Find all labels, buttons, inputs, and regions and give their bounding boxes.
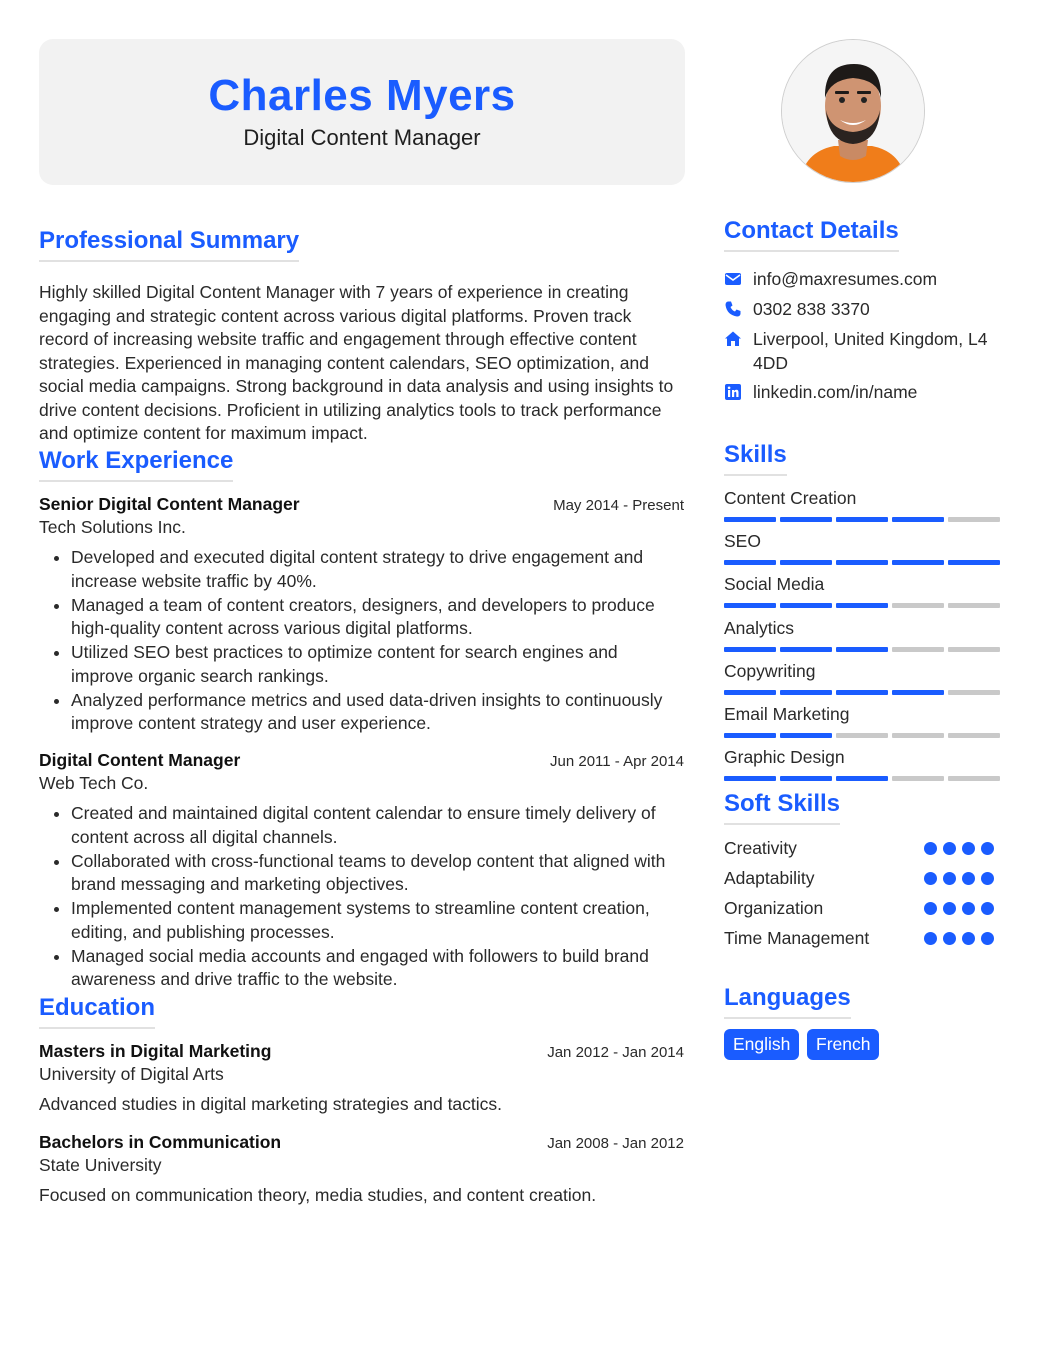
list-item: • Managed a team of content creators, designers, and developers to produce high-quality content across various digital platforms.	[71, 594, 684, 641]
soft-skill-name: Creativity	[724, 838, 797, 858]
rating-dot	[981, 842, 994, 855]
skill-level-segment	[948, 647, 1000, 652]
soft-skill-name: Time Management	[724, 928, 870, 948]
rating-dot	[962, 932, 975, 945]
home-icon	[724, 330, 742, 348]
skill-level-segment	[892, 603, 944, 608]
contact-email	[724, 268, 1014, 292]
education-description: Focused on communication theory, media studies, and content creation.	[39, 1185, 597, 1205]
list-item: • Utilized SEO best practices to optimize content for search engines and improve organic search rankings.	[71, 641, 684, 688]
address-value: Liverpool, United Kingdom, L4 4DD	[753, 329, 988, 373]
skill-level-segment	[892, 733, 944, 738]
list-item: • Developed and executed digital content strategy to drive engagement and increase website traffic by 40%.	[71, 546, 684, 593]
skill-level-segment	[948, 517, 1000, 522]
skill-item	[724, 703, 1000, 738]
list-item: • Analyzed performance metrics and used data-driven insights to continuously improve content strategy and user experience.	[71, 689, 684, 736]
rating-dot	[924, 842, 937, 855]
skill-level-segment	[780, 690, 832, 695]
linkedin-icon	[724, 383, 742, 401]
skill-level-segment	[948, 603, 1000, 608]
skill-level-bar	[724, 603, 1000, 608]
rating-dot	[924, 932, 937, 945]
school: University of Digital Arts	[39, 1064, 224, 1084]
linkedin-value[interactable]: linkedin.com/in/name	[753, 382, 918, 402]
rating-dot	[962, 902, 975, 915]
envelope-icon	[724, 270, 742, 288]
skill-level-bar	[724, 776, 1000, 781]
languages-heading: Languages	[724, 983, 851, 1019]
rating-dot	[981, 932, 994, 945]
skill-item	[724, 660, 1000, 695]
job-company: Web Tech Co.	[39, 773, 149, 793]
skill-level-segment	[836, 690, 888, 695]
skill-level-segment	[836, 560, 888, 565]
avatar-illustration	[782, 40, 924, 182]
job-entry	[39, 494, 684, 736]
email-value[interactable]: info@maxresumes.com	[753, 269, 938, 289]
skill-name: Analytics	[724, 618, 795, 638]
candidate-title: Digital Content Manager	[243, 125, 481, 150]
rating-dot	[943, 872, 956, 885]
skill-level-bar	[724, 647, 1000, 652]
job-role: Digital Content Manager	[39, 750, 241, 770]
skills-heading: Skills	[724, 440, 787, 476]
skill-item	[724, 746, 1000, 781]
phone-value[interactable]: 0302 838 3370	[753, 299, 870, 319]
soft-skill-item	[724, 868, 994, 889]
soft-skill-item	[724, 838, 994, 859]
rating-dot	[962, 872, 975, 885]
skill-item	[724, 573, 1000, 608]
rating-dot	[924, 902, 937, 915]
language-badge: English	[724, 1029, 799, 1060]
soft-skill-rating	[924, 932, 994, 949]
soft-skill-name: Organization	[724, 898, 824, 918]
rating-dot	[962, 842, 975, 855]
skill-level-segment	[724, 647, 776, 652]
job-bullets	[39, 802, 684, 992]
candidate-name: Charles Myers	[208, 71, 516, 120]
education-description: Advanced studies in digital marketing strategies and tactics.	[39, 1094, 503, 1114]
job-entry	[39, 750, 684, 992]
skill-level-segment	[836, 517, 888, 522]
skill-level-segment	[892, 647, 944, 652]
rating-dot	[943, 902, 956, 915]
education-entry	[39, 1041, 684, 1115]
list-item: • Managed social media accounts and engaged with followers to build brand awareness and drive traffic to the website.	[71, 945, 684, 992]
education-heading: Education	[39, 993, 155, 1029]
skill-level-segment	[836, 776, 888, 781]
contact-linkedin	[724, 381, 1014, 405]
soft-skill-name: Adaptability	[724, 868, 815, 888]
soft-skill-item	[724, 928, 994, 949]
work-heading: Work Experience	[39, 446, 233, 482]
skill-level-segment	[724, 733, 776, 738]
skill-level-segment	[948, 690, 1000, 695]
soft-skill-rating	[924, 902, 994, 919]
rating-dot	[981, 872, 994, 885]
contact-heading: Contact Details	[724, 216, 899, 252]
list-item: • Implemented content management systems to streamline content creation, editing, and publishing processes.	[71, 897, 684, 944]
education-dates: Jan 2008 - Jan 2012	[547, 1135, 684, 1152]
skill-item	[724, 487, 1000, 522]
skill-level-bar	[724, 517, 1000, 522]
list-item: • Created and maintained digital content calendar to ensure timely delivery of content across all digital channels.	[71, 802, 684, 849]
header-card	[39, 39, 685, 185]
language-badge: French	[807, 1029, 879, 1060]
skill-item	[724, 530, 1000, 565]
rating-dot	[981, 902, 994, 915]
skill-level-segment	[836, 647, 888, 652]
skill-level-segment	[724, 603, 776, 608]
skill-level-segment	[780, 647, 832, 652]
soft-skills-heading: Soft Skills	[724, 789, 840, 825]
school: State University	[39, 1155, 162, 1175]
skill-name: Content Creation	[724, 488, 857, 508]
skill-name: Social Media	[724, 574, 825, 594]
rating-dot	[943, 932, 956, 945]
rating-dot	[924, 872, 937, 885]
skill-level-segment	[836, 733, 888, 738]
skill-level-segment	[780, 603, 832, 608]
skill-level-segment	[780, 560, 832, 565]
soft-skill-item	[724, 898, 994, 919]
degree: Bachelors in Communication	[39, 1132, 282, 1152]
list-item: • Collaborated with cross-functional teams to develop content that aligned with brand messaging and marketing objectives.	[71, 850, 684, 897]
skill-level-segment	[724, 776, 776, 781]
skill-level-segment	[892, 517, 944, 522]
rating-dot	[943, 842, 956, 855]
skill-level-segment	[836, 603, 888, 608]
job-dates: Jun 2011 - Apr 2014	[550, 753, 684, 770]
contact-phone	[724, 298, 1014, 322]
skill-level-segment	[724, 690, 776, 695]
skill-level-segment	[948, 733, 1000, 738]
skill-level-segment	[724, 560, 776, 565]
skill-level-segment	[892, 690, 944, 695]
skill-level-segment	[780, 517, 832, 522]
skill-level-segment	[780, 733, 832, 738]
job-role: Senior Digital Content Manager	[39, 494, 300, 514]
phone-icon	[724, 300, 742, 318]
skill-level-segment	[892, 560, 944, 565]
skill-name: Graphic Design	[724, 747, 845, 767]
contact-address	[724, 328, 1014, 375]
skill-level-segment	[780, 776, 832, 781]
skill-level-bar	[724, 560, 1000, 565]
skill-level-segment	[948, 776, 1000, 781]
skill-name: Copywriting	[724, 661, 816, 681]
job-company: Tech Solutions Inc.	[39, 517, 186, 537]
skill-level-segment	[948, 560, 1000, 565]
degree: Masters in Digital Marketing	[39, 1041, 272, 1061]
skill-level-segment	[892, 776, 944, 781]
skill-level-bar	[724, 733, 1000, 738]
skill-name: Email Marketing	[724, 704, 850, 724]
job-bullets	[39, 546, 684, 736]
education-entry	[39, 1132, 684, 1206]
education-dates: Jan 2012 - Jan 2014	[547, 1044, 684, 1061]
skill-level-segment	[724, 517, 776, 522]
summary-text: Highly skilled Digital Content Manager with 7 years of experience in creating engaging and strategic content across various digital platforms. Proven track record of increasing website traffic and engagement through effective content strategies. Experienced in managing content calendars, SEO optimization, and social media campaigns. Strong background in data analysis and using insights to drive content decisions. Proficient in utilizing analytics tools to track performance and optimize content for maximum impact.	[39, 282, 674, 443]
skill-name: SEO	[724, 531, 761, 551]
soft-skill-rating	[924, 842, 994, 859]
job-dates: May 2014 - Present	[553, 497, 684, 514]
skill-item	[724, 617, 1000, 652]
soft-skill-rating	[924, 872, 994, 889]
skill-level-bar	[724, 690, 1000, 695]
summary-heading: Professional Summary	[39, 226, 299, 262]
profile-photo	[781, 39, 925, 183]
